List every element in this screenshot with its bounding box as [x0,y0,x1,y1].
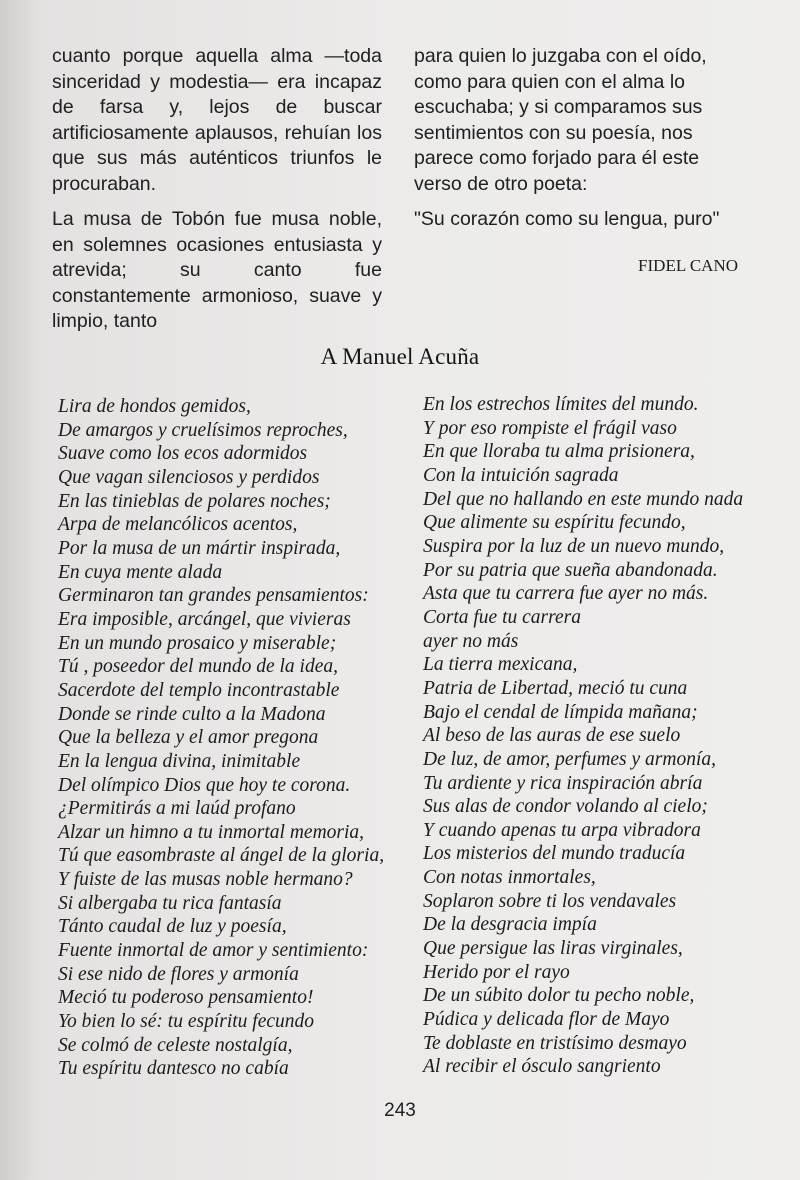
poem-line: En los estrechos límites del mundo. [423,394,699,415]
poem-line: Que la belleza y el amor pregona [58,727,319,749]
poem-line: Que alimente su espíritu fecundo, [423,512,686,534]
poem-column-left [58,395,398,1081]
poem-line: Y cuando apenas tu arpa vibradora [423,819,701,841]
poem-line: En cuya mente alada [58,561,223,583]
poem-line: Herido por el rayo [423,961,570,983]
poem-line: Alzar un himno a tu inmortal memoria, [58,821,365,843]
prose-paragraph: para quien lo juzgaba con el oído, como para quien con el alma lo escuchaba; y si comparamos sus sentimientos con su poesía, nos parece como forjado para él este verso de otro poeta: [414,45,707,195]
poem-line: Con notas inmortales, [423,867,596,889]
page-number: 243 [384,1100,416,1121]
poem-line: Fuente inmortal de amor y sentimiento: [58,940,369,962]
poem-line: Patria de Libertad, meció tu cuna [423,677,688,699]
poem-line: De amargos y cruelísimos reproches, [58,419,348,441]
poem-line: Los misterios del mundo traducía [423,843,686,865]
poem-line: Del olímpico Dios que hoy te corona. [58,774,351,796]
poem-line: Era imposible, arcángel, que vivieras [58,608,351,630]
poem-line: Y fuiste de las musas noble hermano? [58,869,353,891]
poem-line: Que vagan silenciosos y perdidos [58,466,320,488]
poem-line: Por su patria que sueña abandonada. [423,559,718,581]
poem-line: Púdica y delicada flor de Mayo [423,1009,670,1031]
poem-line: Germinaron tan grandes pensamientos: [58,585,369,607]
prose-column-left [52,44,382,335]
poem-line: Asta que tu carrera fue ayer no más. [423,583,709,605]
poem-line: Tu espíritu dantesco no cabía [58,1058,289,1080]
poem-line: En un mundo prosaico y miserable; [58,632,337,654]
poem-line: Si ese nido de flores y armonía [58,963,299,985]
poem-line: Se colmó de celeste nostalgía, [58,1034,293,1056]
poem-line: Por la musa de un mártir inspirada, [58,537,341,559]
poem-title: A Manuel Acuña [320,344,480,369]
poem-line: Sus alas de condor volando al cielo; [423,796,708,818]
poem-line: ¿Permitirás a mi laúd profano [58,798,296,820]
prose-column-right [414,44,748,233]
poem-line: ayer no más [423,630,519,652]
poem-line: Del que no hallando en este mundo nada [423,488,744,510]
poem-line: En la lengua divina, inimitable [58,750,301,772]
poem-line: De la desgracia impía [423,914,597,936]
poem-line: Donde se rinde culto a la Madona [58,703,326,725]
poem-line: Meció tu poderoso pensamiento! [58,987,314,1009]
poem-line: Al beso de las auras de ese suelo [423,725,681,747]
quoted-verse: "Su corazón como su lengua, puro" [414,208,720,230]
poem-line: Tánto caudal de luz y poesía, [58,916,287,938]
poem-line: Tu ardiente y rica inspiración abría [423,772,703,794]
poem-line: Sacerdote del templo incontrastable [58,679,340,701]
poem-line: De un súbito dolor tu pecho noble, [423,985,695,1007]
poem-line: Arpa de melancólicos acentos, [58,514,298,536]
poem-line: Si albergaba tu rica fantasía [58,892,282,914]
poem-line: Y por eso rompiste el frágil vaso [423,417,677,439]
prose-paragraph: cuanto porque aquella alma —toda sinceridad y modestia— era incapaz de farsa y, lejos de buscar artificiosamente aplausos, rehuían los que sus más auténticos triunfos le procuraban. [52,45,382,195]
poem-line: Corta fue tu carrera [423,606,581,628]
poem-line: Te doblaste en tristísimo desmayo [423,1032,687,1054]
poem-line: De luz, de amor, perfumes y armonía, [423,748,717,770]
poem-line: En las tinieblas de polares noches; [58,490,331,512]
poem-line: Suave como los ecos adormidos [58,443,308,465]
poem-line: Con la intuición sagrada [423,464,619,486]
poem-column-right [423,393,773,1079]
poem-line: La tierra mexicana, [423,654,578,676]
poem-line: Tú que easombraste al ángel de la gloria, [58,845,385,867]
poem-line: Lira de hondos gemidos, [58,396,251,417]
prose-paragraph: La musa de Tobón fue musa noble, en solemnes ocasiones entusiasta y atrevida; su canto fue constantemente armonioso, suave y limpio, tanto [52,208,382,332]
author-signature: FIDEL CANO [638,256,738,275]
poem-line: Bajo el cendal de límpida mañana; [423,701,698,723]
poem-line: Suspira por la luz de un nuevo mundo, [423,535,725,557]
poem-line: Tú , poseedor del mundo de la idea, [58,656,339,678]
poem-line: Que persigue las liras virginales, [423,938,683,960]
poem-line: Yo bien lo sé: tu espíritu fecundo [58,1011,315,1033]
poem-line: En que lloraba tu alma prisionera, [423,441,695,463]
poem-line: Al recibir el ósculo sangriento [423,1056,661,1078]
poem-line: Soplaron sobre ti los vendavales [423,890,677,912]
